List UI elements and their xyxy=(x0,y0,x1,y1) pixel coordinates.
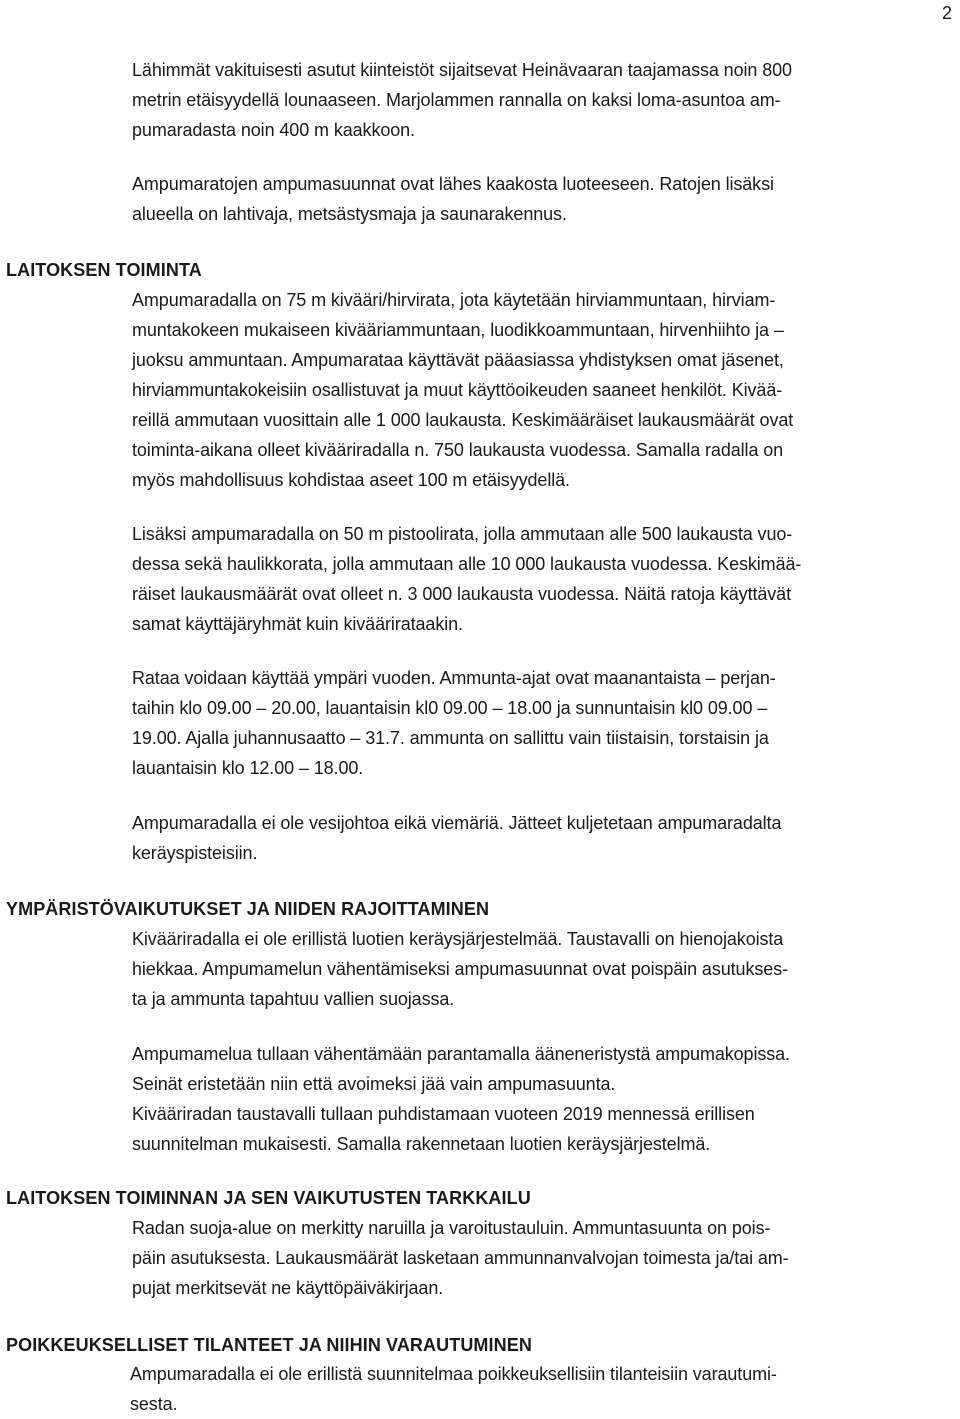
text-line: metrin etäisyydellä lounaaseen. Marjolammen rannalla on kaksi loma-asuntoa am- xyxy=(132,90,781,110)
text-line: reillä ammutaan vuosittain alle 1 000 laukausta. Keskimääräiset laukausmäärät ovat xyxy=(132,410,794,430)
text-line: juoksu ammuntaan. Ampumarataa käyttävät pääasiassa yhdistyksen omat jäsenet, xyxy=(132,350,784,370)
paragraph-nearby-properties xyxy=(132,55,952,145)
text-line: suunnitelman mukaisesti. Samalla rakennetaan luotien keräysjärjestelmä. xyxy=(132,1134,711,1154)
text-line: taihin klo 09.00 – 20.00, lauantaisin kl0 09.00 – 18.00 ja sunnuntaisin kl0 09.00 – xyxy=(132,698,768,718)
section-heading-monitoring: LAITOKSEN TOIMINNAN JA SEN VAIKUTUSTEN TARKKAILU xyxy=(6,1188,531,1208)
text-line: keräyspisteisiin. xyxy=(132,843,258,863)
page-number: 2 xyxy=(941,3,952,23)
text-line: Ampumaratojen ampumasuunnat ovat lähes kaakosta luoteeseen. Ratojen lisäksi xyxy=(132,174,774,194)
section-heading-operation: LAITOKSEN TOIMINTA xyxy=(6,260,202,280)
text-line: pumaradasta noin 400 m kaakkoon. xyxy=(132,120,415,140)
text-line: dessa sekä haulikkorata, jolla ammutaan alle 10 000 laukausta vuodessa. Keskimää- xyxy=(132,554,802,574)
paragraph-water-waste xyxy=(132,808,952,868)
text-line: sesta. xyxy=(130,1394,178,1414)
text-line: alueella on lahtivaja, metsästysmaja ja saunarakennus. xyxy=(132,204,567,224)
text-line: toiminta-aikana olleet kivääriradalla n. 750 laukausta vuodessa. Samalla radalla on xyxy=(132,440,784,460)
paragraph-bullet-collection xyxy=(132,924,952,1014)
section-heading-environmental-impacts: YMPÄRISTÖVAIKUTUKSET JA NIIDEN RAJOITTAMINEN xyxy=(6,899,490,919)
text-line: Rataa voidaan käyttää ympäri vuoden. Ammunta-ajat ovat maanantaista – perjan- xyxy=(132,668,776,688)
text-line: 19.00. Ajalla juhannusaatto – 31.7. ammunta on sallittu vain tiistaisin, torstaisin ja xyxy=(132,728,769,748)
text-line: Radan suoja-alue on merkitty naruilla ja varoitustauluin. Ammuntasuunta on pois- xyxy=(132,1218,771,1238)
paragraph-opening-hours xyxy=(132,663,952,783)
text-line: pujat merkitsevät ne käyttöpäiväkirjaan. xyxy=(132,1278,444,1298)
text-line: lauantaisin klo 12.00 – 18.00. xyxy=(132,758,364,778)
text-line: Lähimmät vakituisesti asutut kiinteistöt sijaitsevat Heinävaaran taajamassa noin 800 xyxy=(132,60,792,80)
paragraph-noise-reduction xyxy=(132,1039,952,1159)
paragraph-pistol-shotgun xyxy=(132,519,952,639)
text-line: hiekkaa. Ampumamelun vähentämiseksi ampumasuunnat ovat poispäin asutukses- xyxy=(132,959,788,979)
paragraph-rifle-range xyxy=(132,285,952,495)
section-heading-exceptional-situations: POIKKEUKSELLISET TILANTEET JA NIIHIN VARAUTUMINEN xyxy=(6,1335,532,1355)
paragraph-contingency xyxy=(130,1359,950,1419)
text-line: Ampumaradalla ei ole erillistä suunnitelmaa poikkeuksellisiin tilanteisiin varautumi- xyxy=(130,1364,777,1384)
text-line: Lisäksi ampumaradalla on 50 m pistoolirata, jolla ammutaan alle 500 laukausta vuo- xyxy=(132,524,793,544)
text-line: päin asutuksesta. Laukausmäärät lasketaan ammunnanvalvojan toimesta ja/tai am- xyxy=(132,1248,789,1268)
text-line: Kivääriradan taustavalli tullaan puhdistamaan vuoteen 2019 mennessä erillisen xyxy=(132,1104,755,1124)
paragraph-shooting-directions xyxy=(132,169,952,229)
text-line: Kivääriradalla ei ole erillistä luotien keräysjärjestelmää. Taustavalli on hienojakoista xyxy=(132,929,784,949)
text-line: räiset laukausmäärät ovat olleet n. 3 000 laukausta vuodessa. Näitä ratoja käyttävät xyxy=(132,584,791,604)
text-line: Seinät eristetään niin että avoimeksi jää vain ampumasuunta. xyxy=(132,1074,616,1094)
paragraph-safety-area xyxy=(132,1213,952,1303)
text-line: ta ja ammunta tapahtuu vallien suojassa. xyxy=(132,989,455,1009)
text-line: Ampumamelua tullaan vähentämään parantamalla ääneneristystä ampumakopissa. xyxy=(132,1044,790,1064)
text-line: samat käyttäjäryhmät kuin kivääriratаakin. xyxy=(132,614,463,634)
text-line: Ampumaradalla on 75 m kivääri/hirvirata, jota käytetään hirviammuntaan, hirviam- xyxy=(132,290,776,310)
text-line: myös mahdollisuus kohdistaa aseet 100 m etäisyydellä. xyxy=(132,470,570,490)
text-line: muntakokeen mukaiseen kivääriammuntaan, luodikkoammuntaan, hirvenhiihto ja – xyxy=(132,320,784,340)
text-line: hirviammuntakokeisiin osallistuvat ja muut käyttöoikeuden saaneet henkilöt. Kivää- xyxy=(132,380,783,400)
text-line: Ampumaradalla ei ole vesijohtoa eikä viemäriä. Jätteet kuljetetaan ampumaradalta xyxy=(132,813,782,833)
